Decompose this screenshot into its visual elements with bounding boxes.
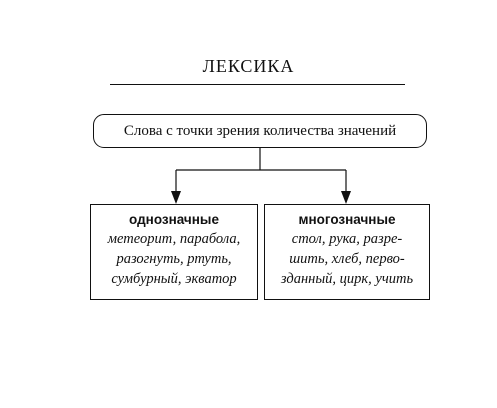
single-meaning-example-line: метеорит, парабола,	[107, 231, 241, 247]
root-node-label: Слова с точки зрения количества значений	[123, 122, 397, 139]
multi-meaning-example-line: стол, рука, разре-	[291, 231, 403, 247]
diagram-title: ЛЕКСИКА	[202, 56, 295, 76]
single-meaning-node	[90, 204, 258, 300]
single-meaning-example-line: разогнуть, ртуть,	[116, 251, 232, 267]
multi-meaning-node	[264, 204, 430, 300]
multi-meaning-title: многозначные	[298, 212, 396, 227]
right-arrowhead	[341, 191, 351, 204]
single-meaning-title: однозначные	[129, 212, 219, 227]
multi-meaning-example-line: шить, хлеб, перво-	[289, 251, 405, 267]
single-meaning-example-line: сумбурный, экватор	[111, 271, 237, 287]
left-arrowhead	[171, 191, 181, 204]
multi-meaning-example-line: зданный, цирк, учить	[280, 271, 414, 287]
